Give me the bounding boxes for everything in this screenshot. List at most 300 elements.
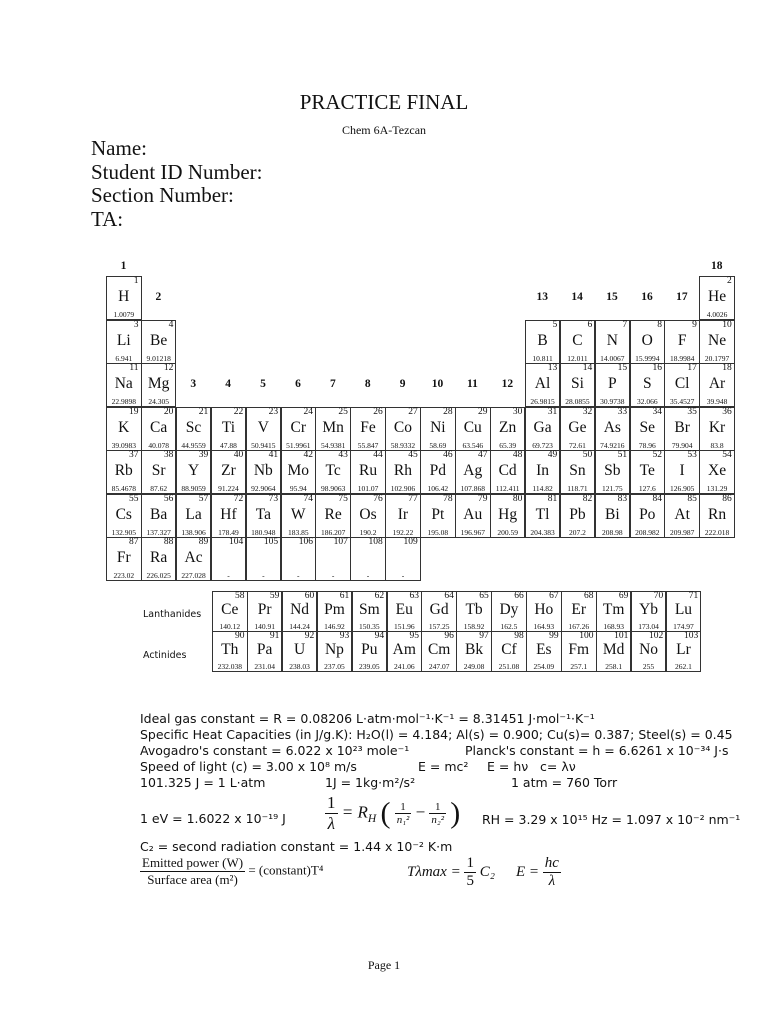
group-label-9: 9 bbox=[399, 378, 406, 390]
element-symbol: Ac bbox=[184, 549, 203, 566]
atomic-mass: 95.94 bbox=[289, 484, 307, 494]
atomic-mass: 44.9559 bbox=[181, 440, 206, 450]
element-cell-cm bbox=[421, 631, 457, 672]
atomic-number: 77 bbox=[408, 493, 418, 504]
element-symbol: Pu bbox=[361, 641, 378, 658]
element-symbol: Eu bbox=[395, 601, 413, 618]
atomic-number: 21 bbox=[198, 406, 209, 417]
element-cell-mn bbox=[315, 407, 351, 451]
element-symbol: Ir bbox=[397, 505, 409, 523]
atomic-mass: 91.224 bbox=[218, 484, 239, 494]
element-cell-s bbox=[630, 363, 666, 407]
atomic-number: 102 bbox=[649, 631, 664, 641]
element-cell-gd bbox=[421, 591, 457, 632]
atomic-number: 2 bbox=[727, 276, 732, 286]
atomic-mass: 26.9815 bbox=[530, 397, 555, 407]
atomic-mass: 180.948 bbox=[251, 527, 276, 537]
atomic-mass: 121.75 bbox=[602, 484, 623, 494]
group-label-5: 5 bbox=[260, 378, 266, 390]
atomic-mass: 227.028 bbox=[181, 571, 206, 581]
element-cell-ta bbox=[246, 494, 282, 538]
element-cell-sm bbox=[352, 591, 388, 632]
element-symbol: Ho bbox=[534, 601, 554, 618]
atomic-number: 101 bbox=[614, 631, 629, 641]
atomic-number: 98 bbox=[514, 631, 524, 641]
atomic-number: 20 bbox=[163, 406, 174, 417]
atomic-number: 14 bbox=[582, 363, 593, 373]
atomic-mass: 39.0983 bbox=[111, 440, 136, 450]
element-cell-bi bbox=[595, 494, 631, 538]
group-label-6: 6 bbox=[295, 378, 301, 390]
atomic-mass: 144.24 bbox=[289, 621, 310, 631]
element-cell-ra bbox=[141, 537, 177, 581]
element-symbol: C bbox=[572, 331, 583, 349]
element-symbol: Th bbox=[221, 641, 239, 658]
atomic-number: 58 bbox=[235, 591, 245, 601]
atomic-mass: 20.1797 bbox=[704, 353, 730, 363]
element-cell-ga bbox=[525, 407, 561, 451]
atomic-number: 96 bbox=[444, 631, 454, 641]
atm-torr-conversion: 1 atm = 760 Torr bbox=[511, 775, 618, 790]
atomic-number: 56 bbox=[163, 493, 174, 504]
atomic-number: 85 bbox=[687, 493, 697, 504]
atomic-mass: 247.07 bbox=[428, 661, 450, 671]
atomic-number: 33 bbox=[617, 406, 628, 417]
photon-denominator: λ bbox=[548, 873, 556, 889]
element-cell-er bbox=[561, 591, 597, 632]
element-symbol: Sb bbox=[604, 462, 621, 479]
atomic-mass: 232.038 bbox=[217, 661, 242, 671]
atomic-mass: 167.26 bbox=[568, 621, 590, 631]
atomic-mass: 204.383 bbox=[530, 527, 555, 537]
atomic-number: 84 bbox=[652, 493, 662, 504]
element-cell-pu bbox=[352, 631, 388, 672]
atomic-mass: 254.09 bbox=[533, 661, 555, 671]
atomic-mass: 186.207 bbox=[320, 527, 346, 537]
atomic-number: 53 bbox=[687, 450, 697, 460]
atomic-mass: 208.982 bbox=[635, 527, 660, 537]
atomic-mass: 158.92 bbox=[463, 621, 485, 631]
element-cell-c bbox=[560, 320, 596, 364]
section-number-field-label: Section Number: bbox=[91, 183, 234, 207]
element-symbol: Co bbox=[393, 418, 412, 436]
element-symbol: Bk bbox=[465, 641, 484, 658]
atomic-number: 4 bbox=[168, 319, 174, 330]
element-cell-bk bbox=[456, 631, 492, 672]
element-symbol: Sn bbox=[569, 462, 586, 479]
group-label-7: 7 bbox=[329, 378, 336, 390]
element-symbol: Hg bbox=[498, 505, 518, 523]
element-symbol: Dy bbox=[499, 601, 519, 618]
atomic-mass: 183.85 bbox=[287, 527, 309, 537]
element-symbol: Be bbox=[150, 331, 168, 349]
atomic-number: 71 bbox=[688, 591, 699, 601]
element-symbol: Fr bbox=[116, 549, 131, 566]
element-cell-b bbox=[525, 320, 561, 364]
atomic-number: 11 bbox=[129, 363, 139, 373]
element-symbol: U bbox=[293, 641, 306, 658]
element-symbol: Rn bbox=[708, 505, 727, 523]
element-symbol: Mn bbox=[322, 418, 344, 436]
atomic-number: 81 bbox=[547, 493, 558, 504]
element-symbol: At bbox=[674, 505, 690, 523]
element-symbol: Ba bbox=[150, 505, 168, 523]
atomic-mass: 65.39 bbox=[499, 440, 517, 450]
element-cell-np bbox=[317, 631, 353, 672]
element-symbol: P bbox=[608, 375, 617, 392]
planck-constant: Planck's constant = h = 6.6261 x 10⁻³⁴ J·s bbox=[465, 743, 729, 758]
atomic-mass: 157.25 bbox=[428, 621, 450, 631]
atomic-number: 94 bbox=[374, 631, 385, 641]
atomic-mass: 50.9415 bbox=[251, 440, 276, 450]
element-cell-co bbox=[385, 407, 421, 451]
atomic-mass: 173.04 bbox=[638, 621, 659, 631]
element-cell-os bbox=[350, 494, 386, 538]
element-symbol: Gd bbox=[429, 601, 449, 618]
atomic-number: 47 bbox=[478, 450, 488, 460]
element-symbol: Rb bbox=[114, 462, 133, 479]
atomic-number: 61 bbox=[339, 591, 350, 601]
atomic-mass: 238.03 bbox=[289, 661, 310, 671]
element-cell-ti bbox=[211, 407, 247, 451]
element-symbol: Lu bbox=[674, 601, 693, 618]
element-symbol: Xe bbox=[708, 462, 727, 479]
atomic-number: 46 bbox=[443, 450, 453, 460]
element-cell-sb bbox=[595, 450, 631, 494]
atomic-mass: 137.327 bbox=[146, 527, 171, 537]
element-cell-zn bbox=[490, 407, 526, 451]
element-symbol: Cu bbox=[463, 418, 482, 436]
atomic-mass: 79.904 bbox=[671, 440, 693, 450]
element-symbol: Es bbox=[536, 641, 552, 658]
atomic-number: 67 bbox=[549, 591, 559, 601]
element-cell-nd bbox=[282, 591, 318, 632]
element-symbol: Te bbox=[639, 462, 655, 479]
element-cell-pb bbox=[560, 494, 596, 538]
element-cell-ac bbox=[176, 537, 212, 581]
atomic-mass: 196.967 bbox=[460, 527, 485, 537]
atomic-mass: 88.9059 bbox=[181, 484, 206, 494]
atomic-mass: 98.9063 bbox=[320, 484, 346, 494]
element-cell-y bbox=[176, 450, 212, 494]
element-symbol: He bbox=[708, 288, 727, 305]
element-cell-cr bbox=[281, 407, 317, 451]
atomic-mass: 126.905 bbox=[669, 484, 695, 494]
element-cell-cf bbox=[491, 631, 527, 672]
atomic-number: 35 bbox=[687, 406, 697, 417]
atomic-mass: 47.88 bbox=[220, 440, 237, 450]
element-cell-fe bbox=[350, 407, 386, 451]
element-symbol: Zn bbox=[499, 418, 517, 436]
atomic-mass: 140.91 bbox=[254, 621, 275, 631]
atomic-mass: 83.8 bbox=[710, 440, 724, 450]
element-symbol: Cl bbox=[674, 375, 690, 392]
atomic-number: 31 bbox=[547, 406, 558, 417]
atomic-number: 108 bbox=[368, 537, 383, 547]
element-cell-ag bbox=[455, 450, 491, 494]
atomic-mass: 132.905 bbox=[111, 527, 136, 537]
atomic-mass: 85.4678 bbox=[111, 484, 136, 494]
element-symbol: Po bbox=[639, 505, 656, 523]
group-label-3: 3 bbox=[190, 378, 197, 390]
atomic-mass: 138.906 bbox=[181, 527, 206, 537]
atomic-number: 36 bbox=[722, 406, 732, 417]
element-cell-u bbox=[282, 631, 318, 672]
element-symbol: Ti bbox=[221, 418, 236, 436]
student-info-fields bbox=[91, 137, 262, 231]
atomic-mass: 18.9984 bbox=[669, 353, 695, 363]
atomic-mass: 74.9216 bbox=[600, 440, 625, 450]
element-symbol: As bbox=[603, 418, 621, 436]
atomic-number: 66 bbox=[514, 591, 524, 601]
atomic-number: 60 bbox=[304, 591, 315, 601]
rydberg-right-paren: ) bbox=[450, 796, 461, 830]
element-cell-108 bbox=[350, 537, 386, 581]
atomic-mass: 15.9994 bbox=[635, 353, 660, 363]
atomic-mass: 226.025 bbox=[146, 571, 171, 581]
element-cell-se bbox=[630, 407, 666, 451]
element-symbol: Kr bbox=[708, 418, 726, 436]
element-cell-lu bbox=[666, 591, 702, 632]
group-label-10: 10 bbox=[431, 378, 444, 390]
stefan-rhs: = (constant)T⁴ bbox=[248, 862, 324, 878]
group-label-18: 18 bbox=[710, 260, 723, 272]
photon-numerator: hc bbox=[544, 855, 559, 871]
element-symbol: Er bbox=[571, 601, 587, 618]
atomic-mass: - bbox=[331, 571, 335, 581]
element-symbol: Ne bbox=[708, 331, 727, 349]
element-symbol: F bbox=[677, 331, 687, 349]
atomic-number: 49 bbox=[547, 450, 558, 460]
atomic-number: 8 bbox=[657, 319, 662, 330]
element-symbol: La bbox=[185, 505, 202, 523]
atomic-mass: 222.018 bbox=[704, 527, 730, 537]
atomic-number: 24 bbox=[303, 406, 313, 417]
atomic-mass: 249.08 bbox=[463, 661, 485, 671]
mass-energy-equation: E = mc² bbox=[418, 759, 469, 774]
element-symbol: N bbox=[606, 331, 618, 349]
rydberg-fraction-1-denominator: n₁² bbox=[396, 814, 410, 826]
element-cell-at bbox=[664, 494, 700, 538]
atomic-mass: 72.61 bbox=[569, 440, 586, 450]
element-cell-na bbox=[106, 363, 142, 407]
atomic-mass: 118.71 bbox=[567, 484, 588, 494]
atomic-number: 79 bbox=[478, 493, 488, 504]
rydberg-lhs-denominator: λ bbox=[327, 814, 335, 833]
atomic-mass: 195.08 bbox=[427, 527, 449, 537]
element-symbol: Se bbox=[639, 418, 655, 436]
element-cell-rn bbox=[699, 494, 735, 538]
element-cell-rh bbox=[385, 450, 421, 494]
element-cell-th bbox=[212, 631, 248, 672]
atomic-mass: 258.1 bbox=[605, 661, 623, 671]
element-cell-fm bbox=[561, 631, 597, 672]
atomic-mass: 127.6 bbox=[638, 484, 656, 494]
atomic-number: 74 bbox=[303, 493, 313, 504]
element-symbol: Br bbox=[674, 418, 690, 436]
atomic-mass: 162.5 bbox=[500, 621, 518, 631]
element-cell-mo bbox=[281, 450, 317, 494]
wien-rhs: C₂ bbox=[479, 863, 495, 880]
element-cell-ru bbox=[350, 450, 386, 494]
atomic-number: 105 bbox=[263, 537, 279, 547]
element-symbol: Cd bbox=[498, 462, 517, 479]
atomic-mass: 40.078 bbox=[148, 440, 169, 450]
atomic-number: 38 bbox=[163, 450, 174, 460]
atomic-number: 52 bbox=[652, 450, 662, 460]
element-cell-md bbox=[596, 631, 632, 672]
atomic-number: 65 bbox=[479, 591, 489, 601]
element-cell-cl bbox=[664, 363, 700, 407]
atomic-mass: 101.07 bbox=[357, 484, 379, 494]
element-symbol: Re bbox=[324, 505, 342, 523]
element-symbol: Si bbox=[570, 375, 584, 392]
atomic-number: 41 bbox=[268, 450, 279, 460]
element-cell-sn bbox=[560, 450, 596, 494]
wien-numerator: 1 bbox=[466, 855, 474, 871]
element-symbol: Al bbox=[534, 375, 551, 392]
group-label-1: 1 bbox=[120, 260, 127, 272]
atomic-mass: 223.02 bbox=[113, 571, 135, 581]
element-cell-nb bbox=[246, 450, 282, 494]
element-symbol: Np bbox=[324, 641, 344, 658]
atomic-number: 97 bbox=[479, 631, 489, 641]
atomic-number: 76 bbox=[373, 493, 383, 504]
atomic-mass: 58.69 bbox=[429, 440, 447, 450]
element-symbol: Pa bbox=[256, 641, 273, 658]
atomic-mass: 24.305 bbox=[148, 397, 169, 407]
group-label-14: 14 bbox=[571, 291, 583, 303]
element-symbol: No bbox=[639, 641, 659, 658]
atomic-number: 6 bbox=[587, 319, 593, 330]
element-cell-hf bbox=[211, 494, 247, 538]
atomic-number: 10 bbox=[722, 319, 732, 330]
atomic-number: 63 bbox=[409, 591, 419, 601]
stefan-denominator: Surface area (m²) bbox=[147, 872, 238, 887]
element-cell-au bbox=[455, 494, 491, 538]
document-subtitle: Chem 6A-Tezcan bbox=[341, 123, 427, 137]
atomic-number: 16 bbox=[652, 363, 662, 373]
atomic-mass: 174.97 bbox=[673, 621, 694, 631]
element-cell-cd bbox=[490, 450, 526, 494]
element-cell-br bbox=[664, 407, 700, 451]
element-cell-no bbox=[631, 631, 667, 672]
rydberg-lhs-numerator: 1 bbox=[327, 793, 336, 812]
atomic-number: 34 bbox=[652, 406, 662, 417]
rydberg-fraction-1-numerator: 1 bbox=[395, 801, 412, 814]
student-id-field-label: Student ID Number: bbox=[91, 159, 263, 184]
specific-heat-capacities: Specific Heat Capacities (in J/g.K): H₂O(l) = 4.184; Al(s) = 0.900; Cu(s)= 0.387; Steel(s) = 0.45 bbox=[140, 727, 733, 742]
atomic-number: 3 bbox=[133, 319, 139, 330]
atomic-number: 9 bbox=[692, 319, 697, 330]
rydberg-fraction-1 bbox=[395, 801, 412, 826]
element-symbol: Os bbox=[359, 505, 377, 523]
atomic-number: 55 bbox=[129, 493, 139, 504]
atomic-mass: 87.62 bbox=[150, 484, 168, 494]
element-symbol: V bbox=[257, 418, 269, 436]
name-field-label: Name: bbox=[91, 136, 147, 160]
element-cell-pt bbox=[420, 494, 456, 538]
element-symbol: Bi bbox=[605, 505, 620, 523]
atomic-mass: 208.98 bbox=[602, 527, 623, 537]
atomic-mass: 257.1 bbox=[570, 661, 588, 671]
element-cell-pm bbox=[317, 591, 353, 632]
atomic-mass: 106.42 bbox=[427, 484, 449, 494]
element-symbol: Ca bbox=[150, 418, 168, 436]
atomic-mass: 146.92 bbox=[324, 621, 345, 631]
element-symbol: Tc bbox=[325, 462, 341, 479]
element-cell-o bbox=[630, 320, 666, 364]
stefan-boltzmann-equation bbox=[140, 855, 323, 888]
element-cell-cu bbox=[455, 407, 491, 451]
atomic-mass: 14.0067 bbox=[600, 353, 625, 363]
atomic-mass: 241.06 bbox=[393, 661, 415, 671]
atomic-mass: 92.9064 bbox=[251, 484, 276, 494]
element-symbol: H bbox=[118, 288, 130, 305]
atomic-number: 22 bbox=[233, 406, 244, 417]
element-symbol: Zr bbox=[221, 462, 236, 479]
atomic-mass: 112.411 bbox=[495, 484, 520, 494]
atomic-number: 17 bbox=[687, 363, 697, 373]
atomic-number: 7 bbox=[622, 319, 628, 330]
element-cell-k bbox=[106, 407, 142, 451]
atomic-number: 40 bbox=[233, 450, 244, 460]
element-cell-pr bbox=[247, 591, 283, 632]
element-cell-hg bbox=[490, 494, 526, 538]
element-cell-pd bbox=[420, 450, 456, 494]
atomic-number: 86 bbox=[722, 493, 732, 504]
element-cell-la bbox=[176, 494, 212, 538]
atomic-mass: 28.0855 bbox=[565, 397, 590, 407]
element-symbol: Nb bbox=[253, 462, 273, 479]
element-symbol: Sc bbox=[185, 418, 202, 436]
element-symbol: W bbox=[290, 505, 306, 523]
atomic-number: 57 bbox=[198, 493, 209, 504]
atomic-mass: 12.011 bbox=[567, 353, 588, 363]
element-symbol: Ni bbox=[430, 418, 446, 436]
rydberg-equals-r: = R bbox=[341, 802, 368, 822]
element-symbol: Ce bbox=[221, 601, 239, 618]
atomic-mass: 178.49 bbox=[218, 527, 239, 537]
atomic-number: 19 bbox=[129, 406, 139, 417]
element-symbol: K bbox=[118, 418, 130, 436]
element-cell-tc bbox=[315, 450, 351, 494]
atomic-mass: 251.08 bbox=[498, 661, 520, 671]
atomic-number: 93 bbox=[339, 631, 350, 641]
document-title: PRACTICE FINAL bbox=[299, 90, 469, 114]
rydberg-constant: RH = 3.29 x 10¹⁵ Hz = 1.097 x 10⁻² nm⁻¹ bbox=[482, 812, 741, 827]
element-symbol: Ru bbox=[359, 462, 378, 479]
element-cell-re bbox=[315, 494, 351, 538]
element-cell-ce bbox=[212, 591, 248, 632]
atomic-number: 88 bbox=[163, 537, 174, 547]
atomic-mass: 6.941 bbox=[115, 353, 133, 363]
atomic-number: 25 bbox=[338, 406, 348, 417]
atomic-number: 75 bbox=[338, 493, 348, 504]
element-symbol: Ge bbox=[568, 418, 587, 436]
atomic-number: 89 bbox=[198, 537, 209, 547]
element-cell-po bbox=[630, 494, 666, 538]
element-cell-as bbox=[595, 407, 631, 451]
atomic-mass: - bbox=[297, 571, 300, 581]
atomic-mass: 35.4527 bbox=[669, 397, 695, 407]
element-symbol: Cf bbox=[501, 641, 517, 658]
wien-lhs: Tλmax = bbox=[407, 863, 461, 880]
atomic-mass: 207.2 bbox=[569, 527, 586, 537]
element-cell-rb bbox=[106, 450, 142, 494]
stefan-numerator: Emitted power (W) bbox=[142, 855, 244, 870]
element-symbol: Md bbox=[602, 641, 625, 658]
